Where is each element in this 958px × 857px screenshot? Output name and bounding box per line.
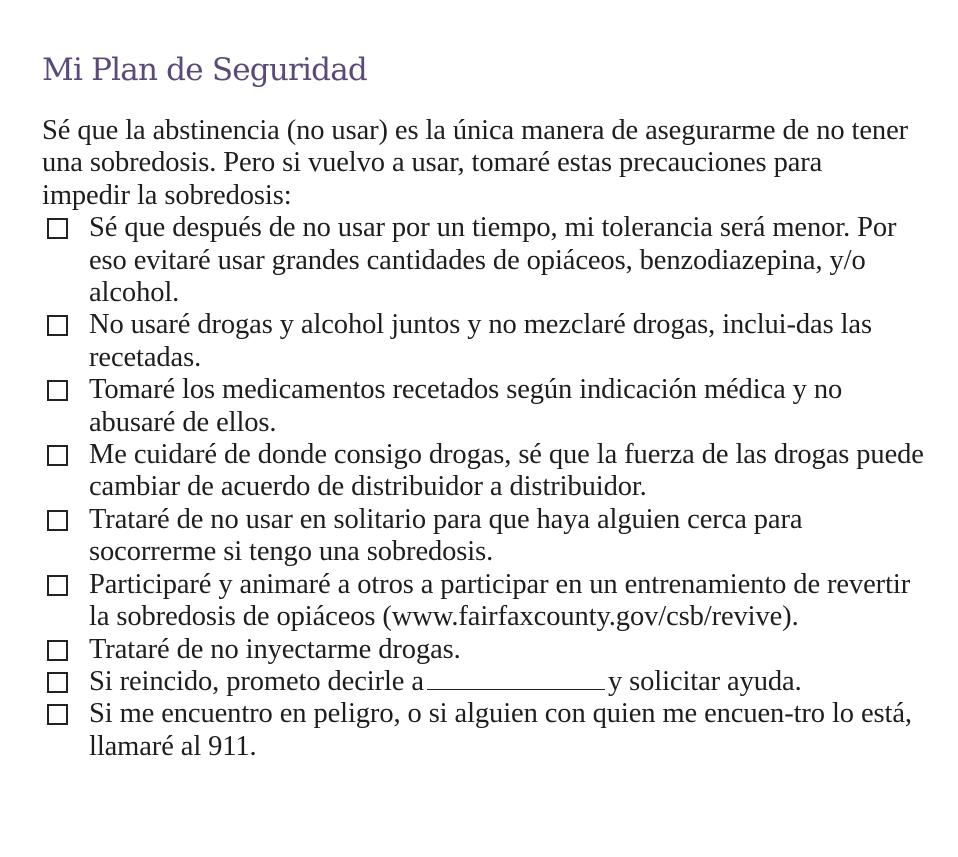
checklist-item-3 <box>42 374 924 439</box>
checklist-item-text: Participaré y animaré a otros a participar en un entrenamiento de revertir la sobredosis de opiáceos (www.fairfaxcounty.gov/csb/revive). <box>89 568 911 633</box>
checklist-item-text: Tomaré los medicamentos recetados según indicación médica y no abusaré de ellos. <box>89 374 843 438</box>
checkbox[interactable] <box>47 640 68 661</box>
checkbox[interactable] <box>47 380 68 401</box>
intro-paragraph: Sé que la abstinencia (no usar) es la única manera de asegurarme de no tener una sobredosis. Pero si vuelvo a usar, tomaré estas precauciones para impedir la sobredosis: <box>42 115 909 211</box>
checkbox[interactable] <box>47 575 68 596</box>
checklist-item-text-before: Si reincido, prometo decirle a <box>89 665 424 697</box>
checkbox[interactable] <box>47 218 68 239</box>
checklist-item-text-after: y solicitar ayuda. <box>607 665 802 697</box>
checklist-item-7 <box>42 634 924 666</box>
fill-in-blank[interactable] <box>427 667 605 690</box>
checklist-item-text: Si me encuentro en peligro, o si alguien con quien me encuen-tro lo está, llamaré al 911. <box>89 698 912 762</box>
checklist <box>42 212 922 763</box>
checkbox[interactable] <box>47 510 68 531</box>
checklist-item-8 <box>42 666 924 698</box>
checklist-item-text <box>89 666 924 698</box>
checklist-item-2 <box>42 309 924 374</box>
checkbox[interactable] <box>47 672 68 693</box>
checkbox[interactable] <box>47 704 68 725</box>
checklist-item-5 <box>42 504 924 569</box>
checkbox[interactable] <box>47 315 68 336</box>
checklist-item-6 <box>42 569 924 634</box>
checklist-item-9 <box>42 698 924 763</box>
checklist-item-text: No usaré drogas y alcohol juntos y no mezclaré drogas, inclui-das las recetadas. <box>89 309 872 373</box>
checklist-item-text: Sé que después de no usar por un tiempo, mi tolerancia será menor. Por eso evitaré usar grandes cantidades de opiáceos, benzodiazepina, y/o alcohol. <box>89 212 897 309</box>
checklist-item-text: Trataré de no usar en solitario para que haya alguien cerca para socorrerme si tengo una sobredosis. <box>89 503 803 568</box>
checklist-item-1 <box>42 212 924 309</box>
page-title: Mi Plan de Seguridad <box>42 52 367 88</box>
checklist-item-text: Trataré de no inyectarme drogas. <box>89 633 461 665</box>
checklist-item-text: Me cuidaré de donde consigo drogas, sé que la fuerza de las drogas puede cambiar de acuerdo de distribuidor a distribuidor. <box>89 439 924 503</box>
checklist-item-4 <box>42 439 924 504</box>
checkbox[interactable] <box>47 445 68 466</box>
safety-plan-document <box>42 50 922 763</box>
